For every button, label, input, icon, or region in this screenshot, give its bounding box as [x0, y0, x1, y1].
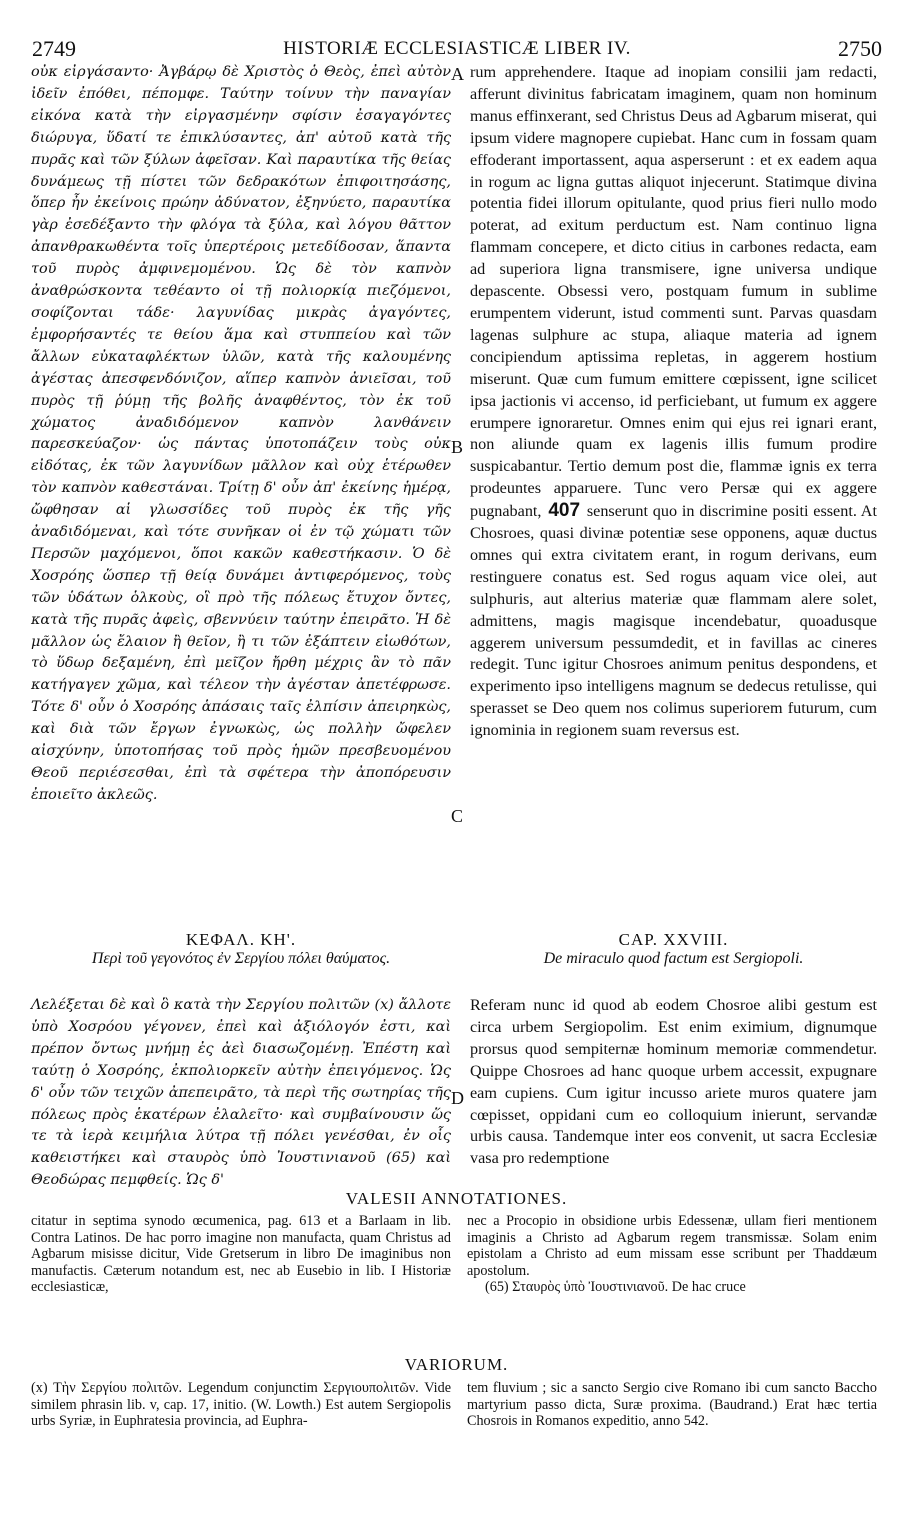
- margin-letter-a: A: [451, 64, 464, 84]
- running-header: [32, 36, 882, 60]
- column-number: 407: [548, 500, 581, 522]
- latin-chapter-number: CAP. XXVIII.: [618, 930, 729, 949]
- latin-paragraph: [470, 62, 877, 742]
- valesii-title: VALESII ANNOTATIONES.: [345, 1189, 568, 1208]
- valesii-left-text: citatur in septima synodo œcumenica, pag. 613 et a Barlaam in lib. Contra Latinos. De hac porro imagine non manufacta, quam Christus ad Agbarum misisse dicitur, Vide Gretserum in libro De imaginibus non manufactis. Cæterum notandum est, nec ab Eusebio in lib. I Historiæ ecclesiasticæ,: [31, 1213, 451, 1296]
- variorum-right-note: [467, 1380, 877, 1430]
- greek-chapter-number: ΚΕΦΑΛ. ΚΗ'.: [185, 930, 297, 949]
- valesii-right-text: nec a Procopio in obsidione urbis Edessenæ, ullam fieri mentionem imaginis a Christo ad Agbarum regem transmissæ. Solam enim epistolam a Christo ad eum missam esse scribunt per Thaddæum apostolum.: [467, 1213, 877, 1279]
- valesii-right-note-65: (65) Σταυρὸς ὑπὸ Ἰουστινιανοῦ. De hac cruce: [485, 1279, 746, 1296]
- latin-chapter-heading: [470, 930, 877, 968]
- greek-paragraph: οὐκ εἰργάσαντο· Ἀγβάρῳ δὲ Χριστὸς ὁ Θεὸς, ἐπεὶ αὐτὸν ἰδεῖν ἐπόθει, πέπομφε. Ταύτην τοίνυν τὴν παναγίαν εἰκόνα κατὰ τὴν εἰργασμένην σφίσιν ἐσαγαγόντες διώρυγα, ὕδατί τε ἐπικλύσαντες, ἀπ' αὐτοῦ κατὰ τῆς πυρᾶς καὶ τῶν ξύλων ἀφεῖσαν. Καὶ παραυτίκα τῆς θείας δυνάμεως τῇ πίστει τῶν δεδρακότων ἐπιφοιτησάσης, ὅπερ ἦν ἐκείνοις πρώην ἀδύνατον, ἐξηνύετο, παραυτίκα γὰρ ἐσεδέξαντο τὴν φλόγα τὰ ξύλα, καὶ λόγου θᾶττον ἀπανθρακωθέντα τοῖς ὑπερτέροις μετεδίδοσαν, ἅπαντα τοῦ πυρὸς ἀμφινεμομένου. Ὡς δὲ τὸν καπνὸν ἀναθρώσκοντα τεθέαντο οἱ τῇ πολιορκίᾳ πιεζόμενοι, σοφίζονται τάδε· λαγυνίδας μικρὰς ἀγαγόντες, ἐμφορήσαντές τε θείου ἅμα καὶ στυππείου καὶ τῶν ἄλλων εὐκαταφλέκτων ὑλῶν, κατὰ τῆς καλουμένης ἀγέστας ἀπεσφενδόνιζον, αἵπερ καπνὸν ἀνιεῖσαι, τοῦ πυρὸς τῇ ῥύμῃ τῆς βολῆς ἀναφθέντος, τὸν ἐκ τοῦ χώματος ἀναδιδόμενον καπνὸν λανθάνειν παρεσκεύαζον· ὡς πάντας ὑποτοπάζειν τοὺς οὐκ εἰδότας, ἐκ τῶν λαγυνίδων μᾶλλον καὶ οὐχ ἑτέρωθεν τὸν καπνὸν καθεστάναι. Τρίτῃ δ' οὖν ἀπ' ἐκείνης ἡμέρᾳ, ὤφθησαν αἱ γλωσσίδες τοῦ πυρὸς ἐκ τῆς γῆς ἀναδιδόμεναι, καὶ τότε συνῆκαν οἱ ἐν τῷ χώματι τῶν Περσῶν μαχόμενοι, ὅποι κακῶν καθεστήκασιν. Ὁ δὲ Χοσρόης ὥσπερ τῇ θείᾳ δυνάμει ἀντιφερόμενος, τοὺς τῶν ὑδάτων ὁλκοὺς, οἳ πρὸ τῆς πόλεως ἔτυχον ὄντες, κατὰ τῆς πυρᾶς ἀφεὶς, σβεννύειν ταύτην ἐπειρᾶτο. Ἡ δὲ μᾶλλον ὡς ἔλαιον ἢ θεῖον, ἢ τι τῶν ἐξάπτειν εἰωθότων, τὸ ὕδωρ δεξαμένη, ἐπὶ μεῖζον ἤρθη μέχρις ἂν τὸ πᾶν κατήγαγεν χῶμα, καὶ τέλεον τὴν ἀγέσταν ἀπετέφρωσε. Τότε δ' οὖν ὁ Χοσρόης ἁπάσαις ταῖς ἐλπίσιν ἀπειρηκὼς, καὶ διὰ τῶν ἔργων ἐγνωκὼς, ὡς πολλὴν ὤφελεν αἰσχύνην, ὑποτοπήσας τοῦ πρὸς ἡμῶν πρεσβευομένου Θεοῦ περιέσεσθαι, ἐπὶ τὰ σφέτερα τὴν ἀποπόρευσιν ἐποιεῖτο ἀκλεῶς.: [31, 64, 451, 803]
- latin-chapter-text: [470, 995, 877, 1185]
- page-number-left: 2749: [32, 36, 76, 61]
- variorum-left-text: (x) Τὴν Σεργίου πολιτῶν. Legendum conjunctim Σεργιουπολιτῶν. Vide similem phrasin lib. v, cap. 17, initio. (W. Lowth.) Est autem Sergiopolis urbs Syriæ, in Euphratesia provincia, ad Euphra-: [31, 1380, 451, 1430]
- margin-letter-d: D: [451, 1088, 464, 1108]
- page-number-right: 2750: [838, 36, 882, 61]
- latin-chapter-subtitle: De miraculo quod factum est Sergiopoli.: [543, 950, 804, 967]
- greek-chapter-paragraph: Λελέξεται δὲ καὶ ὃ κατὰ τὴν Σεργίου πολιτῶν (x) ἄλλοτε ὑπὸ Χοσρόου γέγονεν, ἐπεὶ καὶ ἀξιόλογόν ἐστι, καὶ πρέπον ὄντως μνήμῃ ἐς ἀεὶ διασωζομένῃ. Ἐπέστη καὶ ταύτῃ ὁ Χοσρόης, ἐκπολιορκεῖν αὐτὴν ἐπειγόμενος. Ὡς δ' οὖν τῶν τειχῶν ἀπεπειρᾶτο, τὰ περὶ τῆς σωτηρίας τῆς πόλεως πρὸς ἑκατέρων ἐλαλεῖτο· καὶ συμβαίνουσιν ὥς τε τὰ ἱερὰ κειμήλια λύτρα τῇ πόλει γενέσθαι, ἐν οἷς καθειστήκει καὶ σταυρὸς ὑπὸ Ἰουστινιανοῦ (65) καὶ Θεοδώρας πεμφθείς. Ὡς δ': [31, 997, 451, 1189]
- variorum-right-text: tem fluvium ; sic a sancto Sergio cive Romano ibi cum sancto Baccho martyrium passo dicta, Suræ proxima. (Baudrand.) Erat hæc tertia Chosrois in Romanos expeditio, anno 542.: [467, 1380, 877, 1430]
- greek-chapter-text: [31, 995, 451, 1189]
- latin-chapter-paragraph: Referam nunc id quod ab eodem Chosroe alibi gestum est circa urbem Sergiopolim. Est enim eximium, dignumque prorsus quod sempiternæ hominum memoriæ commendetur. Quippe Chosroes ad hanc quoque urbem accessit, expugnare eam cupiens. Cum igitur incusso ariete muros quatere jam cœpisset, oppidani cum eo colloquium inierunt, servandæ urbis causa. Tandemque inter eos convenit, ut sacra Ecclesiæ vasa pro redemptione: [470, 996, 877, 1168]
- valesii-right-note: [467, 1213, 877, 1296]
- latin-column-upper: [470, 62, 877, 924]
- running-title: HISTORIÆ ECCLESIASTICÆ LIBER IV.: [283, 38, 631, 59]
- greek-chapter-subtitle: Περὶ τοῦ γεγονότος ἐν Σεργίου πόλει θαύματος.: [91, 950, 391, 967]
- latin-paragraph-part-1: rum apprehendere. Itaque ad inopiam consilii jam redacti, afferunt divinitus fabricatam imaginem, quam non hominum manus effinxerant, sed Christus Deus ad Agbarum miserat, qui ipsum videre magnopere cupiebat. Hanc cum in fossam quam effoderant importassent, aqua asperserunt : et ex eadem aqua in rogum ac ligna guttas aliquot injecerunt. Statimque divina potentia fidei illorum opitulante, quod prius fieri nullo modo poterat, ad exitum perductum est. Nam continuo ligna flammam concepere, et dicto citius in carbones redacta, eam ad superiora ligna transmisere, igne universa undique depascente. Obsessi vero, postquam fumum in sublime erumpentem viderunt, istud commenti sunt. Parvas quasdam lagenas sulphure ac stupa, aliaque materia ad ignem concipiendum aptissima repletas, in aggerem hostium miserunt. Quæ cum fumum emittere cœpissent, igne scilicet ipsa jactionis vi accenso, id perficiebant, ut fumum ex aggere erumpere ignoraretur. Omnes enim qui ejus rei ignari erant, non aliunde quam ex lagenis illis fumum prodire suspicabantur. Tertio demum post die, flammæ ignis ex terra prodeuntes apparuere. Tunc vero Persæ qui ex aggere pugnabant,: [470, 63, 877, 521]
- variorum-title: VARIORUM.: [404, 1355, 509, 1374]
- latin-paragraph-part-2: senserunt quo in discrimine positi essent. At Chosroes, quasi divinæ potentiæ sese opponens, aquæ ductus omnes qui extra civitatem erant, in rogum derivans, eum restinguere conatus est. Sed rogus aquam vice olei, aut sulphuris, aut alterius materiæ quæ flammam alere solet, admittens, magis magisque incendebatur, quoadusque aggerem universum pessumdedit, et in favillas ac cineres redegit. Tunc igitur Chosroes animum penitus despondens, et experimento ipso intelligens magnum se dedecus retulisse, qui sperasset se Deo quem nos colimus superiorem futurum, cum ignominia in regionem suam reversus est.: [470, 502, 877, 740]
- greek-chapter-heading: [31, 930, 451, 968]
- valesii-left-note: [31, 1213, 451, 1296]
- variorum-left-note: [31, 1380, 451, 1430]
- margin-letter-b: B: [451, 437, 464, 457]
- margin-letter-c: C: [451, 806, 464, 826]
- greek-column-upper: [31, 62, 451, 912]
